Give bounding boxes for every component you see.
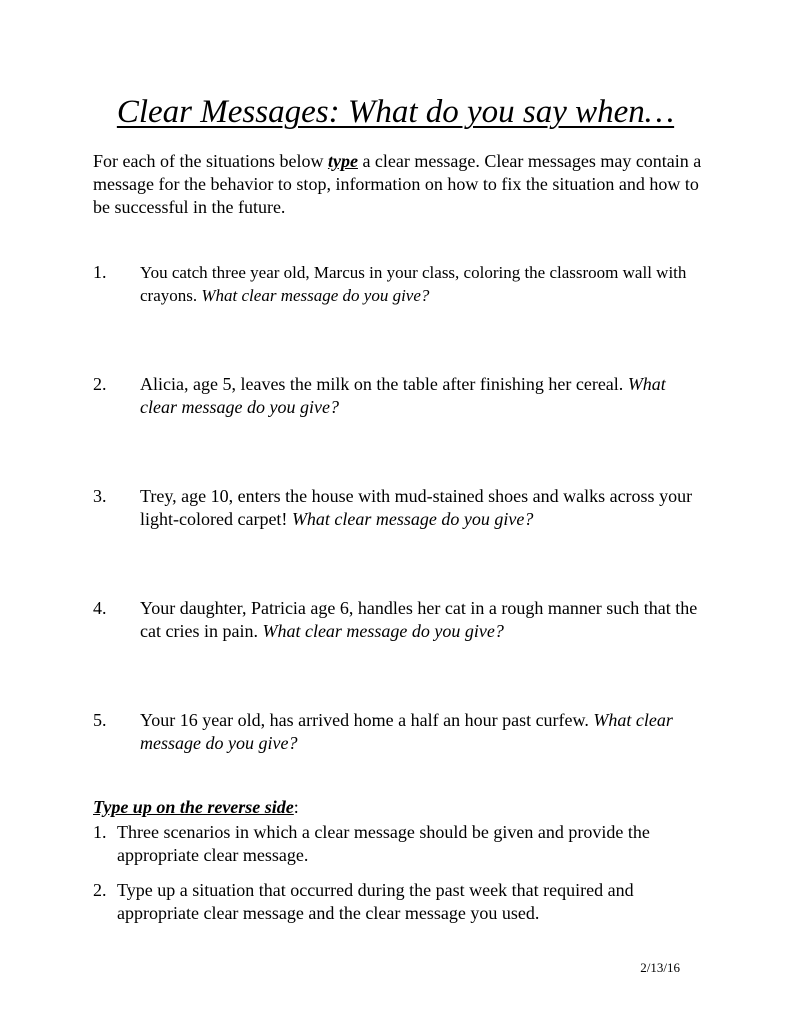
question-text: Your daughter, Patricia age 6, handles her cat in a rough manner such that the cat cries in pain.	[140, 598, 698, 641]
instructions-paragraph	[93, 150, 713, 219]
question-body	[140, 485, 700, 531]
reverse-side-heading	[93, 796, 299, 819]
question-body	[140, 597, 700, 643]
instructions-text-end: a clear message. Clear messages may contain a message for the behavior to stop, information on how to fix the situation and how to be successful in the future.	[93, 151, 702, 217]
question-number: 3.	[93, 486, 107, 506]
question-text: Your 16 year old, has arrived home a half an hour past curfew.	[140, 710, 594, 730]
question-prompt: What clear message do you give?	[291, 509, 534, 529]
question-number: 2.	[93, 374, 107, 394]
question-body	[140, 709, 700, 755]
question-prompt: What clear message do you give?	[201, 286, 430, 305]
task-text: Type up a situation that occurred during the past week that required and appropriate clear message and the clear message you used.	[117, 880, 634, 923]
question-prompt: What clear message do you give?	[140, 710, 673, 753]
question-number: 1.	[93, 262, 107, 282]
instructions-text-start: For each of the situations below	[93, 151, 328, 171]
question-number: 5.	[93, 710, 107, 730]
task-text: Three scenarios in which a clear message should be given and provide the appropriate clear message.	[117, 822, 650, 865]
reverse-side-colon: :	[293, 797, 299, 817]
reverse-side-label: Type up on the reverse side	[93, 797, 294, 817]
question-prompt: What clear message do you give?	[140, 374, 666, 417]
question-body	[140, 261, 700, 307]
question-prompt: What clear message do you give?	[262, 621, 504, 641]
task-number: 2.	[93, 880, 107, 900]
question-body	[140, 373, 700, 419]
instructions-emphasis: type	[327, 151, 358, 171]
page-title: Clear Messages: What do you say when…	[116, 94, 675, 130]
question-number: 4.	[93, 598, 107, 618]
question-text: Trey, age 10, enters the house with mud-stained shoes and walks across your light-colored carpet!	[140, 486, 693, 529]
task-number: 1.	[93, 822, 107, 842]
question-text: Alicia, age 5, leaves the milk on the table after finishing her cereal.	[140, 374, 628, 394]
question-text: You catch three year old, Marcus in your class, coloring the classroom wall with crayons.	[140, 263, 687, 305]
document-date: 2/13/16	[640, 960, 680, 975]
